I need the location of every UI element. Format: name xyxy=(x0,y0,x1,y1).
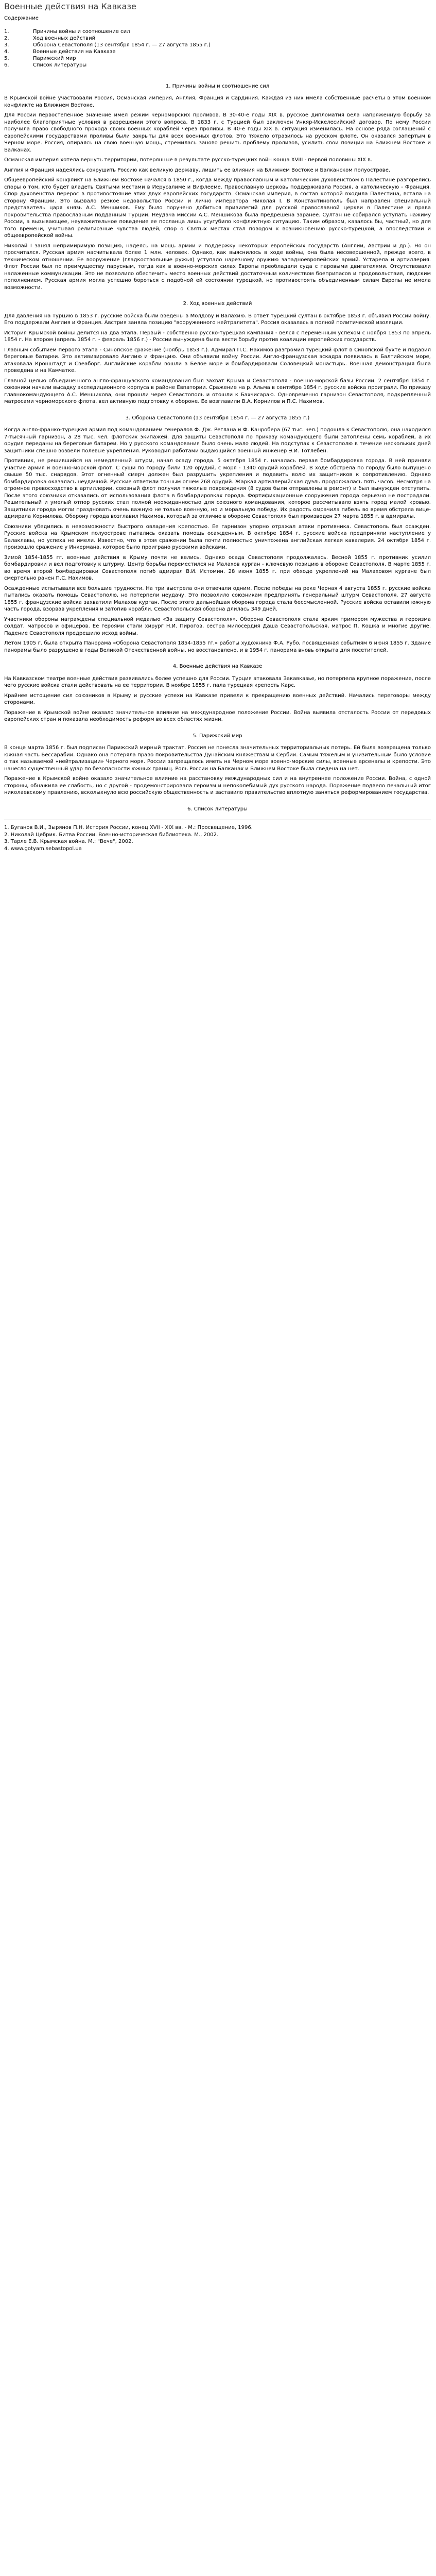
toc-item-label: Причины войны и соотношение сил xyxy=(33,28,130,35)
section-heading: 4. Военные действия на Кавказе xyxy=(172,664,263,669)
toc-item[interactable] xyxy=(4,42,431,48)
paragraph: Османская империя хотела вернуть территории, потерянные в результате русско-турецких войн конца XVIII - первой половины XIX в. xyxy=(4,157,373,163)
toc-item-label: Ход военных действий xyxy=(33,35,96,41)
toc-item-number: 6. xyxy=(4,62,9,68)
paragraph: Противник, не решившийся на немедленный штурм, начал осаду города. 5 октября 1854 г. началась первая бомбардировка города. В ней приняли участие армия и военно-морской флот. С суши по городу били 120 орудий, с моря - 1340 орудий кораблей. В ходе обстрела по городу было выпущено свыше 50 тыс. снарядов. Этот огненный смерч должен был разрушить укрепления и подавить волю их защитников к сопротивлению. Однако бомбардировка оказалась неудачной. Русские ответили точным огнем 268 орудий. Жаркая артиллерийская дуэль продолжалась пять часов. Несмотря на огромное превосходство в артиллерии, союзный флот получил тяжелые повреждения (8 судов были отправлены в ремонт) и был вынужден отступить. После этого союзники отказались от использования флота в бомбардировках города. Фортификационные сооружения города серьезно не пострадали. Решительный и умелый отпор русских стал полной неожиданностью для союзного командования, которое рассчитывало взять город малой кровью. Защитники города могли праздновать очень важную не только военную, но и моральную победу. Их радость омрачила гибель во время обстрела вице-адмирала Корнилова. Оборону города возглавил Нахимов, который за отличие в обороне Севастополя был произведен 27 марта 1855 г. в адмиралы. xyxy=(4,458,431,519)
paragraph: Участники обороны награждены специальной медалью «За защиту Севастополя». Оборона Севастополя стала ярким примером мужества и героизма солдат, матросов и офицеров. Ее героями стали хирург Н.И. Пирогов, сестра милосердия Даша Севастопольская, матрос П. Кошка и многие другие. Падение Севастополя предрешило исход войны. xyxy=(4,616,431,636)
paragraph: Общеевропейский конфликт на Ближнем Востоке начался в 1850 г., когда между православным и католическим духовенством в Палестине разгорелись споры о том, кто будет владеть Святыми местами в Иерусалиме и Вифлееме. Православную церковь поддерживала Россия, а католическую - Франция. Спор духовенства перерос в противостояние этих двух европейских государств. Османская империя, в состав которой входила Палестина, встала на сторону Франции. Это вызвало резкое недовольство России и лично императора Николая I. В Константинополь был направлен специальный представитель царя князь А.С. Меншиков. Ему было поручено добиться привилегий для русской православной церкви в Палестине и права покровительства православным подданным Турции. Неудача миссии А.С. Меншикова была предрешена заранее. Султан не собирался уступать нажиму России, а вызывающее, неуважительное поведение ее посланца лишь усугубило конфликтную ситуацию. Таким образом, казалось бы, частный, но для того времени, учитывая религиозные чувства людей, спор о Святых местах стал поводом к возникновению русско-турецкой, а впоследствии и общеевропейской войны. xyxy=(4,177,431,239)
paragraph: Главной целью объединенного англо-французского командования был захват Крыма и Севастополя - военно-морской базы России. 2 сентября 1854 г. союзники начали высадку экспедиционного корпуса в районе Евпатории. Сражение на р. Альма в сентябре 1854 г. русские войска проиграли. По приказу главнокомандующего А.С. Меншикова, они прошли через Севастополь и отошли к Бахчисараю. Одновременно гарнизон Севастополя, подкрепленный матросами черноморского флота, вел активную подготовку к обороне. Ее возглавили В.А. Корнилов и П.С. Нахимов. xyxy=(4,378,431,404)
paragraph: Николай I занял непримиримую позицию, надеясь на мощь армии и поддержку некоторых европейских государств (Англии, Австрии и др.). Но он просчитался. Русская армия насчитывала более 1 млн. человек. Однако, как выяснилось в ходе войны, она была несовершенной, прежде всего, в техническом отношении. Ее вооружение (гладкоствольные ружья) уступало нарезному оружию западноевропейских армий. Устарела и артиллерия. Флот России был по преимуществу парусным, тогда как в военно-морских силах Европы преобладали суда с паровыми двигателями. Отсутствовали налаженные коммуникации. Это не позволило обеспечить место военных действий достаточным количеством боеприпасов и продовольствия, людским пополнением. Русская армия могла успешно бороться с подобной ей состоянии турецкой, но противостоять объединенным силам Европы не имела возможности. xyxy=(4,243,431,291)
section-bibliography xyxy=(4,806,431,853)
paragraph: Зимой 1854-1855 гг. военные действия в Крыму почти не велись. Однако осада Севастополя продолжалась. Весной 1855 г. противник усилил бомбардировки и вел подготовку к штурму. Центр борьбы переместился на Малахов курган - ключевую позицию в обороне Севастополя. В марте 1855 г. во время второй бомбардировки Севастополя погиб адмирал В.И. Истомин. 28 июня 1855 г. при обходе укреплений на Малаховом кургане был смертельно ранен П.С. Нахимов. xyxy=(4,554,431,581)
paragraph: Летом 1905 г. была открыта Панорама «Оборона Севастополя 1854-1855 гг.» работы художника Ф.А. Рубо, посвященная событиям 6 июня 1855 г. Здание панорамы было разрушено в годы Великой Отечественной войны, но восстановлено, и в 1954 г. панорама вновь открыта для посетителей. xyxy=(4,640,431,653)
toc-item[interactable] xyxy=(4,62,431,69)
toc-item-number: 1. xyxy=(4,28,9,35)
section-paris-peace xyxy=(4,733,431,796)
section-heading: 3. Оборона Севастополя (13 сентября 1854 г. — 27 августа 1855 г.) xyxy=(125,415,310,421)
section-sevastopol-defense xyxy=(4,415,431,654)
document xyxy=(0,2,431,852)
toc-item[interactable] xyxy=(4,28,431,35)
toc-item[interactable] xyxy=(4,35,431,42)
toc-item-label: Парижский мир xyxy=(33,55,76,61)
toc-item-label: Оборона Севастополя (13 сентября 1854 г. — 27 августа 1855 г.) xyxy=(33,42,211,48)
section-heading: 6. Список литературы xyxy=(187,806,248,812)
toc-item-number: 2. xyxy=(4,35,9,41)
page-title: Военные действия на Кавказе xyxy=(4,2,136,11)
paragraph: Союзники убедились в невозможности быстрого овладения крепостью. Ее гарнизон упорно отражал атаки противника. Севастополь был осажден. Русские войска на Крымском полуострове пытались оказать помощь осажденным. В октябре 1854 г. русские войска предприняли наступление у Балаклавы, но успеха не имели. Известно, что в этом сражении была почти полностью уничтожена английская легкая кавалерия. 24 октября 1854 г. произошло сражение у Инкермана, которое было проиграно русскими войсками. xyxy=(4,523,431,550)
section-heading: 5. Парижский мир xyxy=(193,733,242,739)
paragraph: В конце марта 1856 г. был подписан Парижский мирный трактат. Россия не понесла значительных территориальных потерь. Ей была возвращена только южная часть Бессарабии. Однако она потеряла право покровительства Дунайским княжествам и Сербии. Самым тяжелым и унизительным было условие о так называемой «нейтрализации» Черного моря. России запрещалось иметь на Черном море военно-морские силы, военные арсеналы и крепости. Это нанесло существенный удар по безопасности южных границ. Роль России на Балканах и Ближнем Востоке была сведена на нет. xyxy=(4,745,431,772)
bibliography-item: 3. Тарле Е.В. Крымская война. М.: "Вече", 2002. xyxy=(4,839,133,844)
paragraph: Поражение в Крымской войне оказало значительное влияние на международное положение России. Война выявила отсталость России от передовых европейских стран и показала необходимость реформ во всех областях жизни. xyxy=(4,709,431,722)
toc-item[interactable] xyxy=(4,55,431,62)
paragraph: Для России первостепенное значение имел режим черноморских проливов. В 30-40-е годы XIX в. русское дипломатия вела напряженную борьбу за наиболее благоприятные условия в разрешении этого вопроса. В 1833 г. с Турцией был заключен Ункяр-Искелесийский договор. По нему России получила право свободного прохода своих военных кораблей через проливы. В 40-е годы XIX в. ситуация изменилась. На основе ряда соглашений с европейскими государствами проливы были закрыты для всех военных флотов. Это тяжело отразилось на русском флоте. Он оказался запертым в Черном море. Россия, опираясь на свою военную мощь, стремилась заново решить проблему проливов, усилить свои позиции на Ближнем Востоке и Балканах. xyxy=(4,112,431,153)
section-causes xyxy=(4,83,431,292)
section-caucasus xyxy=(4,663,431,723)
toc-item-label: Список литературы xyxy=(33,62,87,68)
bibliography-link[interactable]: 4. www.gotyam.sebastopol.ua xyxy=(4,845,82,852)
toc-item-number: 4. xyxy=(4,48,9,55)
paragraph: История Крымской войны делится на два этапа. Первый - собственно русско-турецкая кампания - велся с переменным успехом с ноября 1853 по апрель 1854 г. На втором (апрель 1854 г. - февраль 1856 г.) - России вынуждена была вести борьбу против коалиции европейских государств. xyxy=(4,330,431,343)
section-course-of-war xyxy=(4,300,431,405)
paragraph: Крайнее истощение сил союзников в Крыму и русские успехи на Кавказе привели к прекращению военных действий. Начались переговоры между сторонами. xyxy=(4,692,431,705)
section-heading: 2. Ход военных действий xyxy=(183,301,252,307)
section-heading: 1. Причины войны и соотношение сил xyxy=(165,83,270,89)
paragraph: Когда англо-франко-турецкая армия под командованием генералов Ф. Дж. Реглана и Ф. Канробера (67 тыс. чел.) подошла к Севастополю, она находился 7-тысячный гарнизон, а 28 тыс. чел. флотских экипажей. Для защиты Севастополя по приказу командующего были затоплены семь кораблей, а их орудия переданы на береговые батареи. Но у русского командования было очень мало людей. На подступах к Севастополю в течение нескольких дней защитники спешно возвели полевые укрепления. Руководил работами выдающийся военный инженер Э.И. Тотлебен. xyxy=(4,427,431,454)
paragraph: Англия и Франция надеялись сокрушить Россию как великую державу, лишить ее влияния на Ближнем Востоке и Балканском полуострове. xyxy=(4,167,391,173)
paragraph: Главным событием первого этапа - Синопское сражение (ноябрь 1853 г.). Адмирал П.С. Нахимов разгромил турецкий флот в Синопской бухте и подавил береговые батареи. Это активизировало Англию и Францию. Они объявили войну России. Англо-французская эскадра появилась в Балтийском море, атаковала Кронштадт и Свеаборг. Английские корабли вошли в Белое море и бомбардировали Соловецкий монастырь. Военная демонстрация была проведена и на Камчатке. xyxy=(4,347,431,374)
toc-item-number: 3. xyxy=(4,42,9,48)
paragraph: В Крымской войне участвовали Россия, Османская империя, Англия, Франция и Сардиния. Каждая из них имела собственные расчеты в этом военном конфликте на Ближнем Востоке. xyxy=(4,95,431,108)
paragraph: На Кавказском театре военные действия развивались более успешно для России. Турция атаковала Закавказье, но потерпела крупное поражение, после чего русские войска стали действовать на ее территории. В ноябре 1855 г. пала турецкая крепость Карс. xyxy=(4,675,431,688)
toc-title: Содержание xyxy=(4,15,39,21)
paragraph: Поражение в Крымской войне оказало значительное влияние на расстановку международных сил и на внутреннее положение России. Война, с одной стороны, обнажила ее слабость, но с другой - продемонстрировала героизм и непоколебимый дух русского народа. Поражение подвело печальный итог николаевскому правлению, всколыхнуло всю российскую общественность и заставило правительство вплотную заняться реформированием государства. xyxy=(4,776,431,795)
toc-item-number: 5. xyxy=(4,55,9,61)
paragraph: Для давления на Турцию в 1853 г. русские войска были введены в Молдову и Валахию. В ответ турецкий султан в октябре 1853 г. объявил России войну. Его поддержали Англия и Франция. Австрия заняла позицию "вооруженного нейтралитета". Россия оказалась в полной политической изоляции. xyxy=(4,313,431,326)
toc-item[interactable] xyxy=(4,48,431,55)
bibliography-item: 2. Николай Цебрик. Битва России. Военно-историческая библиотека. М., 2002. xyxy=(4,832,219,838)
table-of-contents xyxy=(4,28,431,69)
toc-item-label: Военные действия на Кавказе xyxy=(33,48,116,55)
paragraph: Осажденные испытывали все большие трудности. На три выстрела они отвечали одним. После победы на реке Черная 4 августа 1855 г. русские войска пытались оказать помощь Севастополю, но потерпели неудачу. Это позволило союзникам предпринять генеральный штурм Севастополя. 27 августа 1855 г. французские войска захватили Малахов курган. После этого дальнейшая оборона города стала бессмысленной. Русские войска оставили южную часть города, взорвав укрепления и затопив корабли. Севастопольская оборона длилась 349 дней. xyxy=(4,585,431,612)
bibliography-item: 1. Буганов В.И., Зырянов П.Н. История России, конец XVII - XIX вв. - М.: Просвещение, 1996. xyxy=(4,825,253,831)
